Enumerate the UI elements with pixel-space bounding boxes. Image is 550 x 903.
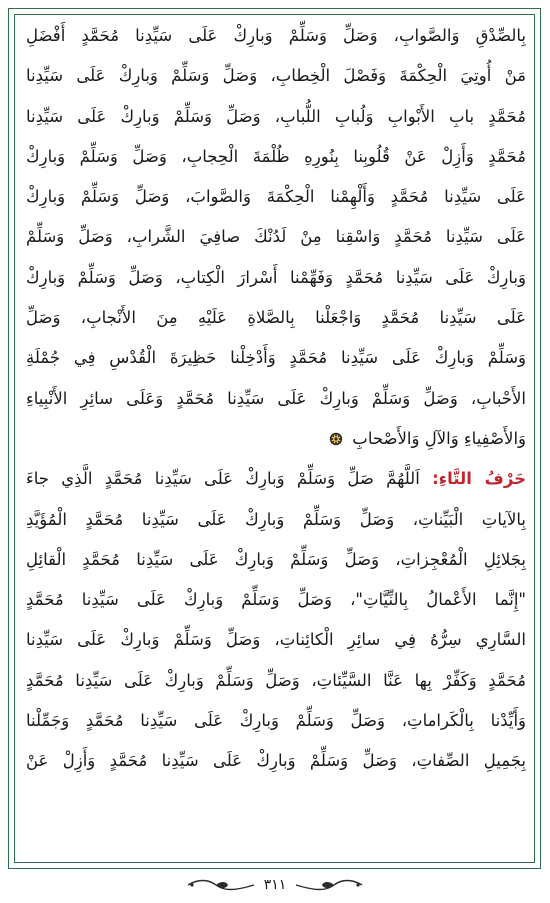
section-closing-line xyxy=(26,419,526,459)
text-line: وَأَيِّدْنا بِالْكَراماتِ، وَصَلِّ وَسَلِّمْ وَبارِكْ عَلَى سَيِّدِنا مُحَمَّدٍ وَجَمِّلْنا xyxy=(26,711,526,731)
text-line: السَّارِي سِرُّهُ فِي سائِرِ الْكائِناتِ، وَصَلِّ وَسَلِّمْ وَبارِكْ عَلَى سَيِّدِنا xyxy=(26,630,526,650)
text-line: عَلَى سَيِّدِنا مُحَمَّدٍ وَاجْعَلْنا بِالصَّلاةِ عَلَيْهِ مِنَ الأَنْجابِ، وَصَلِّ xyxy=(26,308,526,328)
text-line: مُحَمَّدٍ وَكَفِّرْ بِها عَنَّا السَّيِّئاتِ، وَصَلِّ وَسَلِّمْ وَبارِكْ عَلَى سَيِّدِنا مُحَمَّدٍ xyxy=(26,670,526,690)
page-body xyxy=(26,16,526,856)
text-line: بِالآياتِ الْبَيِّناتِ، وَصَلِّ وَسَلِّمْ وَبارِكْ عَلَى سَيِّدِنا مُحَمَّدٍ الْمُؤَيَّدِ xyxy=(26,509,526,529)
text-line: مَنْ أُوتِيَ الْحِكْمَةَ وَفَصْلَ الْخِطابِ، وَصَلِّ وَسَلِّمْ وَبارِكْ عَلَى سَيِّدِنا xyxy=(26,66,526,86)
text-line: "إِنَّما الأَعْمالُ بِالنِّيَّاتِ"، وَصَلِّ وَسَلِّمْ وَبارِكْ عَلَى سَيِّدِنا مُحَمَّدٍ xyxy=(26,590,526,610)
page-number: ٣١١ xyxy=(263,877,287,893)
text-line: عَلَى سَيِّدِنا مُحَمَّدٍ وَأَلْهِمْنا الْحِكْمَةَ وَالصَّوابَ، وَصَلِّ وَسَلِّمْ وَبارِكْ xyxy=(26,187,526,207)
section-heading-line xyxy=(26,459,526,499)
text-line: مُحَمَّدٍ وَأَزِلْ عَنْ قُلُوبِنا بِنُورِهِ ظُلْمَةَ الْحِجابِ، وَصَلِّ وَسَلِّمْ وَبارِكْ xyxy=(26,146,526,166)
flourish-left-icon xyxy=(186,877,256,893)
page-footer xyxy=(0,872,550,898)
text-line: بِجَمِيلِ الصِّفاتِ، وَصَلِّ وَسَلِّمْ وَبارِكْ عَلَى سَيِّدِنا مُحَمَّدٍ وَأَزِلْ عَنْ xyxy=(26,751,526,771)
text-line: بِالصِّدْقِ وَالصَّوابِ، وَصَلِّ وَسَلِّمْ وَبارِكْ عَلَى سَيِّدِنا مُحَمَّدٍ أَفْضَلِ xyxy=(26,26,526,45)
text-line: اَللَّهُمَّ صَلِّ وَسَلِّمْ وَبارِكْ عَلَى سَيِّدِنا مُحَمَّدٍ الَّذِي جاءَ xyxy=(26,469,420,489)
text-line: بِجَلائِلِ الْمُعْجِزاتِ، وَصَلِّ وَسَلِّمْ وَبارِكْ عَلَى سَيِّدِنا مُحَمَّدٍ الْقائِلِ xyxy=(26,549,526,569)
section-heading: حَرْفُ التَّاءِ: xyxy=(432,469,526,489)
text-line: وَبارِكْ عَلَى سَيِّدِنا مُحَمَّدٍ وَفَهِّمْنا أَسْرارَ الْكِتابِ، وَصَلِّ وَسَلِّمْ وَبارِكْ xyxy=(26,267,526,287)
text-line: مُحَمَّدٍ بابِ الأَبْوابِ وَلُبابِ اللُّبابِ، وَصَلِّ وَسَلِّمْ وَبارِكْ عَلَى سَيِّدِنا xyxy=(26,106,526,126)
rosette-ornament-icon xyxy=(329,432,343,446)
text-line: عَلَى سَيِّدِنا مُحَمَّدٍ وَاسْقِنا مِنْ لَدُنْكَ صافِيَ الشَّرابِ، وَصَلِّ وَسَلِّمْ xyxy=(26,227,526,247)
closing-text: وَالأَصْفِياءِ وَالآلِ وَالأَصْحابِ xyxy=(352,428,526,448)
flourish-right-icon xyxy=(294,877,364,893)
text-line: وَسَلِّمْ وَبارِكْ عَلَى سَيِّدِنا مُحَمَّدٍ وَأَدْخِلْنا حَظِيرَةَ الْقُدْسِ فِي جُمْلَةِ xyxy=(26,348,526,368)
text-line: الأَحْبابِ، وَصَلِّ وَسَلِّمْ وَبارِكْ عَلَى سَيِّدِنا مُحَمَّدٍ وَعَلَى سائِرِ الأَنْبِياءِ xyxy=(26,388,526,408)
